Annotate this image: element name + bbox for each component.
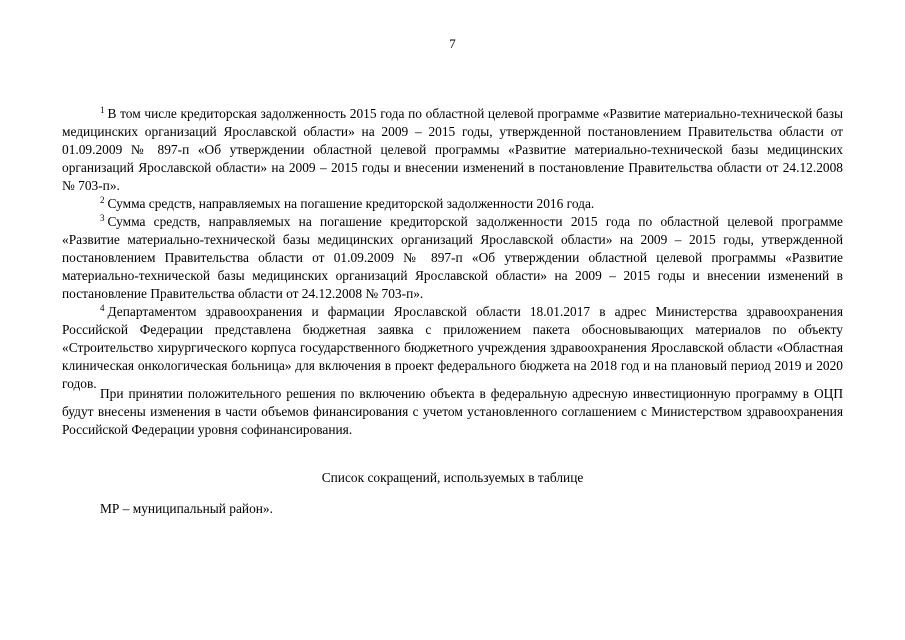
footnote-text: В том числе кредиторская задолженность 2015 года по областной целевой программе «Развитие материально-технической базы медицинских организаций Ярославской области» на 2009 – 2015 годы, утвержденной постановлением Правительства области от 01.09.2009 № 897-п «Об утверждении областной целевой программы «Развитие материально-технической базы медицинских организаций Ярославской области» на 2009 – 2015 годы и внесении изменений в постановление Правительства области от 24.12.2008 № 703-п». <box>62 106 843 193</box>
footnote-text: Сумма средств, направляемых на погашение кредиторской задолженности 2016 года. <box>107 196 595 211</box>
abbreviation-item: МР – муниципальный район». <box>100 501 273 516</box>
footnote-text: Сумма средств, направляемых на погашение кредиторской задолженности 2015 года по областной целевой программе «Развитие материально-технической базы медицинских организаций Ярославской области» на 2009 – 2015 годы, утвержденной постановлением Правительства области от 01.09.2009 № 897-п «Об утверждении областной целевой программы «Развитие материально-технической базы медицинских организаций Ярославской области» на 2009 – 2015 годы и внесении изменений в постановление Правительства области от 24.12.2008 № 703-п». <box>62 214 843 301</box>
main-paragraph: При принятии положительного решения по включению объекта в федеральную адресную инвестиционную программу в ОЦП будут внесены изменения в части объемов финансирования с учетом установленного соглашением с Министерством здравоохранения Российской Федерации уровня софинансирования. <box>62 386 843 437</box>
footnotes-section <box>62 105 843 393</box>
footnote-text: Департаментом здравоохранения и фармации Ярославской области 18.01.2017 в адрес Министерства здравоохранения Российской Федерации представлена бюджетная заявка с приложением пакета обосновывающих материалов по объекту «Строительство хирургического корпуса государственного бюджетного учреждения здравоохранения Ярославской области «Областная клиническая онкологическая больница» для включения в проект федерального бюджета на 2018 год и на плановый период 2019 и 2020 годов. <box>62 304 843 391</box>
footnote-mark: 3 <box>100 213 105 223</box>
main-paragraph-section <box>62 385 843 439</box>
footnote-mark: 4 <box>100 303 105 313</box>
page-number: 7 <box>449 36 456 51</box>
footnote-mark: 2 <box>100 195 105 205</box>
footnote-4 <box>62 303 843 393</box>
footnote-2 <box>62 195 843 213</box>
abbreviations-title: Список сокращений, используемых в таблице <box>321 470 584 485</box>
footnote-1 <box>62 105 843 195</box>
footnote-mark: 1 <box>100 105 105 115</box>
footnote-3 <box>62 213 843 303</box>
